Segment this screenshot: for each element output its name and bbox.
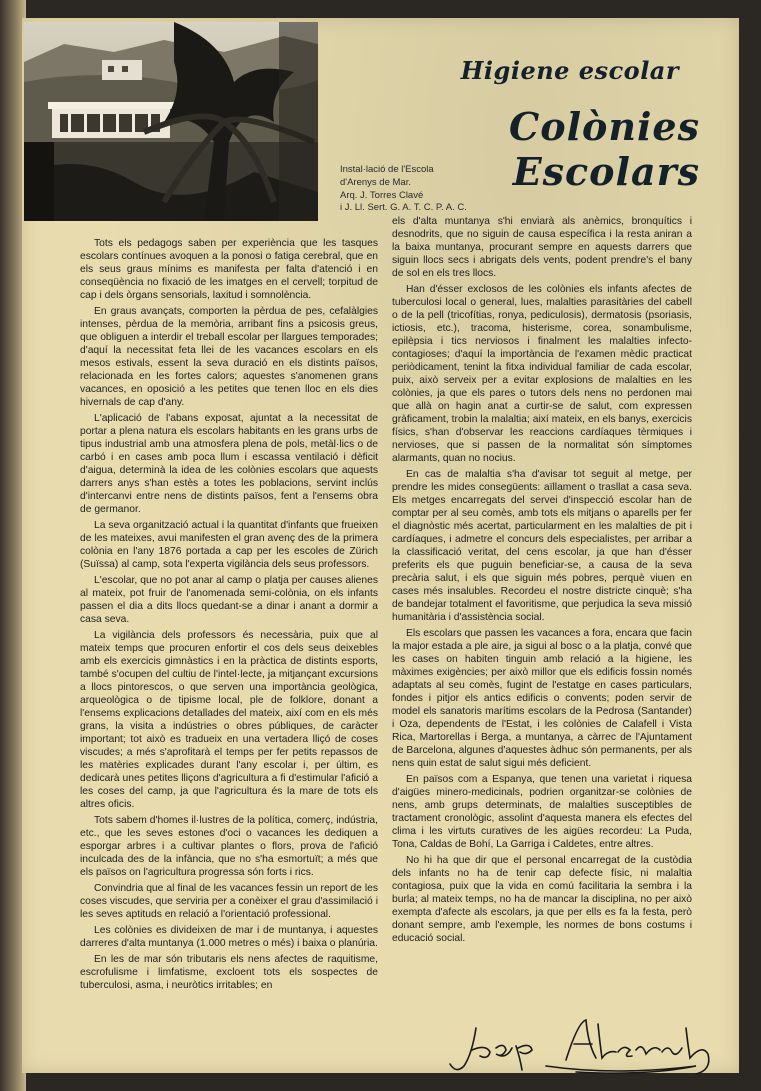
caption-line: i J. Ll. Sert. G. A. T. C. P. A. C. xyxy=(340,202,467,214)
paragraph: En cas de malaltia s'ha d'avisar tot seguit al metge, per prendre les mides consegüents: aïllament o trasllat a casa seva. Els metges encarregats del servei d'inspecció escolar han de comptar per al seu comès, amb tots els mitjans o aparells per fer el diagnòstic més acertat, particularment en les malalties de pit i cardíaques, i admetre el concurs dels especialistes, per arribar a la classificació veritat, del cens escolar, ja que han d'ésser preferits els que puguin beneficiar-se, a causa de la seva precària salut, i els que siguin més pobres, perquè viuen en cases més insalubles. Recordeu el nostre districte cinquè; s'ha de bandejar totalment el favoritisme, que perjudica la seva missió humanitària i d'assistència social. xyxy=(392,469,692,623)
article-column-right xyxy=(392,215,692,948)
section-heading: Higiene escolar xyxy=(460,56,679,85)
caption-line: Arq. J. Torres Clavé xyxy=(340,189,424,201)
paragraph: Convindria que al final de les vacances fessin un report de les coses viscudes, que serviria per a conèixer el grau d'assimilació i les seves aptituds en relació a l'orientació professional. xyxy=(80,883,378,920)
building-photo xyxy=(24,22,318,221)
paragraph: En països com a Espanya, que tenen una varietat i riquesa d'aigües minero-medicinals, podrien organitzar-se colònies de nens, amb grups determinats, de malalties susceptibles de tractament cronològic, assolint d'aquesta manera els efectes del clima i les virtuts curatives de les aigües recordeu: La Puda, Tona, Caldas de Bohí, La Garriga i Caldetes, entre altres. xyxy=(392,774,692,850)
paragraph: Tots sabem d'homes il·lustres de la política, comerç, indústria, etc., que les seves estones d'oci o vacances les dediquen a esporgar arbres i a cultivar plantes o flors, prova de l'afició inculcada des de la infància, que no s'ha esmortuït; a més que els països on l'agricultura progressa són forts i rics. xyxy=(80,815,378,878)
handwritten-signature xyxy=(446,1014,716,1080)
signature-icon xyxy=(446,1014,716,1080)
paragraph: No hi ha que dir que el personal encarregat de la custòdia dels infants no ha de tenir cap defecte físic, ni malaltia contagiosa, puix que la vida en comú facilitaria la sembra i la burla; al mateix temps, no ha de mancar la disciplina, no per això exempta d'afecte als escolars, ja que per ells es fa la festa, però donant sempre, amb l'exemple, les normes de bons costums i educació social. xyxy=(392,855,692,944)
paragraph: L'aplicació de l'abans exposat, ajuntat a la necessitat de portar a plena natura els escolars habitants en les grans urbs de tipus industrial amb una atmosfera plena de pols, metàl·lics o de carbó i en cases amb poca llum i escassa ventilació i dèficit d'aigua, determinà la idea de les colònies escolars que aquests darrers anys s'han estès a totes les poblacions, servint inclús d'intercanvi entre nens de distints països, fent a l'ensems obra de germanor. xyxy=(80,413,378,515)
article-title: Colònies Escolars xyxy=(508,104,700,194)
caption-line: d'Arenys de Mar. xyxy=(340,176,411,188)
paragraph: Les colònies es divideixen de mar i de muntanya, i aquestes darreres d'alta muntanya (1.000 metres o més) i baixa o planúria. xyxy=(80,925,378,949)
paragraph: Han d'ésser exclosos de les colònies els infants afectes de tuberculosi local o general, lues, malalties parasitàries del cabell o de la pell (tricofítias, ronya, pediculosis), dermatosis (psoriasis, ictiosis, etc.), tracoma, histerisme, corea, sonambulisme, epilèpsia i tics nerviosos i finalment les malalties infecto-contagioses; d'aquí la importància de l'examen mèdic practicat periòdicament, tenint la fitxa individual familiar de cada escolar, puix, això serveix per a evitar explosions de malalties en les colònies, ja que els pares o tutors dels nens no perdonen mai que allà on hagin anat a curtir-se de salut, com expressen gràficament, trobin la malaltia; així mateix, en els banys, exercicis físics, s'han d'observar les reaccions cardíaques tèrmiques i nervioses, que si passen de la normalitat són símptomes alarmants, quan no nocius. xyxy=(392,284,692,464)
magazine-page xyxy=(22,18,739,1073)
paragraph: L'escolar, que no pot anar al camp o platja per causes alienes al mateix, pot fruir de l'anomenada semi-colònia, on els infants passen el dia a dits llocs quedant-se a dinar i anant a dormir a casa seva. xyxy=(80,575,378,625)
caption-line: Instal·lació de l'Escola xyxy=(340,164,434,175)
building-photo-image xyxy=(24,22,318,221)
article-column-left xyxy=(80,237,378,995)
paragraph: En graus avançats, comporten la pèrdua de pes, cefalàlgies intenses, pèrdua de la memòria, arribant fins a psicosis greus, que obliguen a interdir el treball escolar per llargues temporades; d'aquí la necessitat feta llei de les vacances escolars en els mesos estivals, essent la seva duració en els distints països, relacionada en les fortes calors; aquestes s'anomenen grans vacances, en oposició a les petites que tenen lloc en els dies hivernals de cap d'any. xyxy=(80,306,378,408)
paragraph: La vigilància dels professors és necessària, puix que al mateix temps que procuren enfortir el cos dels seus deixebles amb els exercicis gimnàstics i en la pràctica de distints esports, també s'ocupen del cultiu de l'intel·lecte, ja mitjançant excursions a llocs pintorescos, o que serven una importància geològica, arqueològica o de tipisme local, ple de folklore, donant a l'ensems explicacions detallades del mateix, així com en els més grans, la visita a indústries o obres públiques, de caràcter important; tot això es tradueix en una vertadera lliçó de coses viscudes; a més s'aprofitarà el temps per fer petits repassos de les matèries explicades durant l'any escolar i, per últim, es dedicarà unes petites lliçons d'agricultura a fi d'estimular l'afició a les coses del camp, ja que l'agricultura és la mare de tots els altres oficis. xyxy=(80,630,378,810)
photo-caption xyxy=(340,164,467,215)
paragraph: En les de mar són tributaris els nens afectes de raquitisme, escrofulisme i limfatisme, excloent tots els sospectes de tuberculosi, asma, i neuròtics irritables; en xyxy=(80,954,378,991)
paragraph: Tots els pedagogs saben per experiència que les tasques escolars contínues avoquen a la ponosi o fatiga cerebral, que en els seus graus mínims es manifesta per falta d'atenció i en conseqüència no fixació de les imatges en el cervell; torpitud de cap i dels òrgans sensorials, laxitud i somnolència. xyxy=(80,238,378,301)
paragraph: La seva organització actual i la quantitat d'infants que frueixen de les mateixes, avui manifesten el gran avenç des de la primera colònia en l'any 1876 portada a cap per les escoles de Zürich (Suïssa) al camp, sota l'experta vigilància dels seus professors. xyxy=(80,520,378,570)
paragraph: els d'alta muntanya s'hi enviarà als anèmics, bronquítics i desnodrits, que no siguin de causa específica i la resta aniran a la baixa muntanya, procurant sempre en aquests darrers que siguin llocs secs i abrigats dels vents, podent prendre's el bany de sol en els tres llocs. xyxy=(392,216,692,279)
paragraph: Els escolars que passen les vacances a fora, encara que facin la major estada a ple aire, ja sigui al bosc o a la platja, convé que les cases on habiten tinguin amb relació a la higiene, les màximes exigències; per això millor que els edificis fossin només adaptats al seu comès, fugint de l'estatge en cases particulars, fondes i pitjor els antics edificis o convents; poden servir de model els sanatoris marítims escolars de la Pedrosa (Santander) i Oza, dependents de l'Estat, i les colònies de Calafell i Vista Rica, Martorellas i Berga, a muntanya, a càrrec de l'Ajuntament de Barcelona, algunes d'aquestes àdhuc són permanents, per als nens quin estat de salut sigui més deficient. xyxy=(392,628,692,769)
